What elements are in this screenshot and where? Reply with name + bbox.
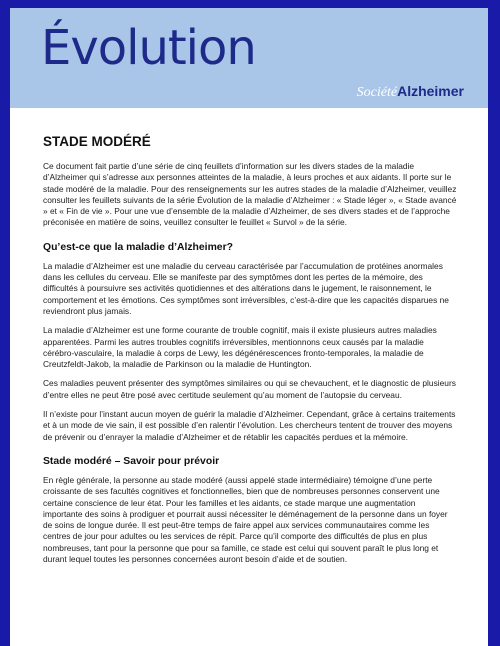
paragraph: Ces maladies peuvent présenter des symptômes similaires ou qui se chevauchent, et le diagnostic de plusieurs d’entre elles ne peut être posé avec certitude seulement qu’au moment de l’autopsie du cerveau. [43, 378, 456, 400]
banner-title: Évolution [41, 20, 256, 76]
paragraph: La maladie d’Alzheimer est une maladie du cerveau caractérisée par l’accumulation de protéines anormales dans les cellules du cerveau. Elle se manifeste par des symptômes dont les pertes de la mémoire, des difficultés à poursuivre ses activités quotidiennes et des altérations dans le jugement, le raisonnement, le comportement et les émotions. Ces symptômes sont irréversibles, c’est-à-dire que les capacités disparues ne reviendront plus jamais. [43, 260, 449, 316]
paragraph: Il n’existe pour l’instant aucun moyen de guérir la maladie d’Alzheimer. Cependant, grâce à certains traitements et à un mode de vie sain, il est possible d’en ralentir l’évolution. Les chercheurs tentent de trouver des moyens de prévenir ou d’enrayer la maladie d’Alzheimer et de rétablir les capacités perdues et la mémoire. [43, 409, 456, 442]
brand-alzheimer: Alzheimer [397, 83, 464, 99]
brand-logo [357, 82, 464, 102]
paragraph: La maladie d’Alzheimer est une forme courante de trouble cognitif, mais il existe plusieurs autres maladies apparentées. Parmi les autres troubles cognitifs irréversibles, mentionnons ceux causés par la maladie cérébro-vasculaire, la maladie à corps de Lewy, les dégénérescences fronto-temporales, la maladie de Creutzfeldt-Jakob, la maladie de Parkinson ou la maladie de Huntington. [43, 325, 437, 370]
paragraph: En règle générale, la personne au stade modéré (aussi appelé stade intermédiaire) témoigne d’une perte croissante de ses facultés cognitives et fonctionnelles, bien que de nombreuses personnes conservent une certaine conscience de leur état. Pour les familles et les aidants, ce stade marque une augmentation importante des soins à prodiguer et pourrait aussi nécessiter le déménagement de la personne dans un foyer de soins de longue durée. Il est peut-être temps de faire appel aux services communautaires comme les centres de jour pour adultes ou les services de répit. Parce qu’il comporte des difficultés de plus en plus nombreuses, tant pour la personne que pour sa famille, ce stade est celui qui souvent paraît le plus long et durant lequel toutes les personnes concernées auront besoin d’aide et de soutien. [43, 474, 448, 565]
document-page [10, 8, 488, 646]
brand-societe: Société [356, 85, 398, 100]
document-heading: STADE MODÉRÉ [43, 134, 151, 149]
section-heading-stade-modere: Stade modéré – Savoir pour prévoir [43, 455, 220, 467]
intro-paragraph: Ce document fait partie d’une série de cinq feuillets d’information sur les divers stades de la maladie d’Alzheimer qui s’adresse aux personnes atteintes de la maladie, à leurs proches et aux aidants. Il porte sur le stade modéré de la maladie. Pour des renseignements sur les autres stades de la maladie d’Alzheimer, veuillez consulter les feuillets suivants de la série Évolution de la maladie d’Alzheimer : « Stade léger », « Stade avancé » et « Fin de vie ». Pour une vue d’ensemble de la maladie d’Alzheimer, de ses divers stades et de l’approche préconisée en matière de soins, veuillez consulter le feuillet « Survol » de la série. [43, 161, 457, 228]
section-heading-alzheimer: Qu’est-ce que la maladie d’Alzheimer? [43, 241, 233, 253]
header-banner [10, 8, 488, 108]
document-body [43, 134, 457, 573]
